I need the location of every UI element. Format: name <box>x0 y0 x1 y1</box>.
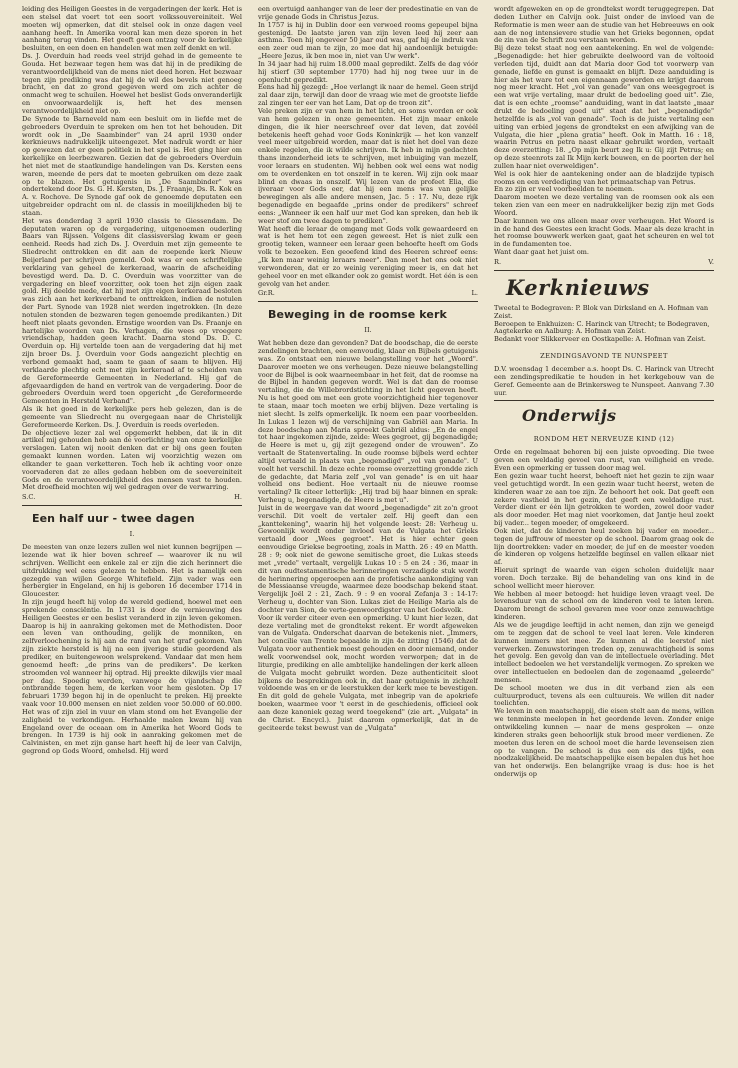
article-signature <box>258 290 478 298</box>
article-paragraph: In zijn jeugd heeft hij volop de wereld gediend, hoewel met een sprekende consciëntie. In 1731 is door de vernieuwing des Heiligen Geestes er een beslist veranderd in zijn leven gekomen. Daarop is hij in aanraking gekomen met de Methodisten. Door een leven van onthouding, gelijk de monniken, en zelfverloochening is hij aan de rand van het graf gekomen. Van zijn ziekte hersteld is hij na een ijverige studie geordend als prediker, en buitengewoon welsprekend. Vandaar dat men hem genoemd heeft: „de prins van de predikers". De kerken stroomden vol wanneer hij optrad. Hij preekte dikwijls vier maal per dag. Spoedig werden, vanwege de vijandschap die ontbrandde tegen hem, de kerken voor hem gesloten. Op 17 februari 1739 begon hij in de openlucht te preken. Hij preekte vaak voor 10.000 mensen en niet zelden voor 50.000 of 60.000. Het was of zijn ziel in vuur en vlam stond om het Evangelie der zaligheid te verkondigen. Herhaalde malen kwam hij van Engeland over de oceaan om in Amerika het Woord Gods te brengen. In 1739 is hij ook in aanraking gekomen met de Calvinisten, en met zijn ganse hart heeft hij de leer van Calvijn, gegrond op Gods Woord, omhelsd. Hij werd <box>22 598 242 756</box>
announcement-bedankt <box>494 336 714 344</box>
signature-initials: Gr.R. <box>258 289 275 298</box>
zendingsavond-text: D.V. woensdag 1 december a.s. hoopt Ds. C. Harinck van Utrecht een zendingspredikatie te houden in het kerkgebouw van de Geref. Gemeente aan de Brinkersweg te Nunspeet. Aanvang 7.30 uur. <box>494 365 714 397</box>
article-paragraph: En zo zijn er veel voorbeelden te noemen. <box>494 185 635 194</box>
signature-initials: R. <box>494 258 502 266</box>
article-paragraph: We hebben al meer betoogd: het huidige leven vraagt veel. De levensduur van de school om de kinderen veel te laten leren. Daarom brengt de school gevaren mee voor onze zenuwachtige kinderen. <box>494 589 714 622</box>
article-paragraph: Eens had hij gezegd: „Hoe verlangt ik naar de hemel. Geen strijd zal daar zijn, terwijl dan door de vraag wie met de grootste liefde zal zingen ter eer van het Lam, Dat op de troon zit". <box>258 83 478 108</box>
article-paragraph: In 34 jaar had hij ruim 18.000 maal gepredikt. Zelfs de dag vóór hij stierf (30 september 1770) had hij nog twee uur in de openlucht gepredikt. <box>258 59 478 84</box>
article-paragraph: Het was donderdag 3 april 1930 classis te Giessendam. De deputaten waren op de vergadering, uitgenoemen ouderling Baars van Rijssen. Volgens dit classisverslag kwam er geen eenheid. Reeds had zich Ds. J. Overduin met zijn gemeente te Sliedrecht onttrokken en dit aan de roepende kerk Nieuw Beijerland per schrijven gemeld. Ook was er een schriftelijke verklaring van geheel de kerkeraad, waarin de afscheiding bevestigd werd. Da. D. C. Overduin was voorzitter van de vergadering en bleef voorzitter, ook toen het zijn eigen zaak gold. Hij deelde mede, dat hij met zijn eigen kerkeraad besloten was zich aan het kerkverband te onttrekken, indien de notulen der Part. Synode van 1928 niet werden ingetrokken. (In deze notulen stonden de bezwaren tegen genoemde predikanten.) Dit heeft niet plaats gevonden. Ernstige woorden van Ds. Fraanje en hartelijke woorden van Ds. Verhagen, die wees op vroegere vriendschap, hadden geen kracht. Daarna stond Ds. D. C. Overduin op. Hij vertelde toen aan de vergadering dat hij met zijn broer Ds. J. Overduin voor Gods aangezicht plechtig en verbond gemaakt had, saam te gaan of saam te blijven. Hij verklaarde plechtig echt met zijn kerkeraad af te scheiden van de Gereformeerde Gemeenten in Nederland. Hij gaf de afgevaardigden de hand en vertrok van de vergadering. Door de gebroeders Overduin werd toen opgericht „de Gereformeerde Gemeenten in Hersteld Verband". <box>22 216 242 406</box>
article-paragraph: We leven in een maatschappij, die eisen stelt aan de mens, willen we tenminste meelopen in het geordende leven. Zonder enige ontwikkeling kunnen — naar de mens gesproken — onze kinderen straks geen behoorlijk stuk brood meer verdienen. Ze moeten dus leren en de school moet die harde levenseisen zien op te vangen. De school is dus een eis des tijds, een noodzakelijkheid. De maatschappelijke eisen bepalen dus het hoe van het onderwijs. Een belangrijke vraag is dus: hoe is het onderwijs op <box>494 707 714 779</box>
article-paragraph: leiding des Heiligen Geestes in de vergaderingen der kerk. Het is een stelsel dat voert tot een soort volkssouvereiniteit. Wel moeten wij opmerken, dat dit stelsel ook in onze dagen veel aanhang heeft. In Amerika vooral kan men deze sporen in het aanhang terug vinden. Het geeft geen ontzag voor de kerkelijke besluiten, en een doen en handelen wat men zelf denkt en wil. <box>22 6 242 53</box>
announcement-text: A. Hofman van Zeist. <box>635 335 706 344</box>
column-left <box>22 6 242 756</box>
onderwijs-heading: Onderwijs <box>522 406 617 426</box>
article-paragraph: Want daar gaat het juist om. <box>494 248 590 257</box>
article-paragraph: Wat heeft die leraar de omgang met Gods volk gewaardeerd en wat is het hem tot een zegen geweest. Het is niet zulk een grootig teken, wanneer een leraar geen behoefte heeft om Gods volk te bezoeken. Een geoefend kind des Heeren schreef eens: „Ik ken maar weinig leraars meer". Dan moet het ons ook niet verwonderen, dat er zo weinig vereniging meer is, en dat het geheel voor en met elkander ook zo gemist wordt. Het één is een gevolg van het ander. <box>258 224 478 288</box>
article-signature <box>494 259 714 267</box>
column-middle <box>258 6 478 732</box>
signature-letter: H. <box>234 493 242 502</box>
divider <box>494 270 714 271</box>
kerknieuws-heading: Kerknieuws <box>506 274 650 300</box>
headline-roomse-kerk: Beweging in de roomse kerk <box>268 308 447 322</box>
divider <box>494 400 714 401</box>
article-paragraph: Als ik het goed in de kerkelijke pers heb gelezen, dan is de gemeente van Sliedrecht nu overgegaan naar de Christelijk Gereformeerde Kerken. Ds. J. Overduin is reeds overleden. <box>22 405 242 429</box>
announcement-label: Bedankt voor Slikkerveer en Oostkapelle: <box>494 335 634 344</box>
article-part-number: I. <box>129 530 135 539</box>
article-paragraph: Wat hebben deze dan gevonden? Dat de boodschap, die de eerste zendelingen brachten, een eenvoudig, klaar en Bijbels getuigenis was. Zo ontstaat een nieuwe belangstelling voor het „Woord". Daarover moeten we ons verheugen. Deze nieuwe belangstelling voor de Bijbel is ook waarneembaar in het feit, dat de roomse na de Bijbel in handen gegeven wordt. Wel is dat dan de roomse vertaling, die de Willebrordstichting in het licht gegeven heeft. Nu is het goed om met een grote voorzichtigheid hier tegenover te staan, maar toch moeten we erbij blijven. Deze vertaling is niet slecht. Is zelfs opmerkelijk. Ik noem een paar voorbeelden. In Lukas 1 lezen wij de verschijning van Gabriël aan Maria. In deze boodschap aan Maria spreekt Gabriël aldus: „En de engel tot haar ingekomen zijnde, zeide: Wees gegroet, gij begenadigde; de Heere is met u, gij zijt gezegend onder de vrouwen". Zo vertaalt de Statenvertaling. In oude roomse bijbels werd echter altijd vertaald in plaats van „begenadigd" „vol van genade". U voelt het verschil. In deze echte roomse overzetting grondde zich de gedachte, dat Maria zelf „vol van genade" is en uit haar volheid ons bedient. Hoe vertaalt nu de nieuwe roomse vertaling? Ik citeer letterlijk: „Hij trad bij haar binnen en sprak: Verheug u, begenadigde, de Heere is met u". <box>258 339 478 505</box>
announcement-label: Beroepen te Enkhuizen: <box>494 319 575 328</box>
article-part-number: II. <box>364 326 372 335</box>
article-signature <box>22 494 242 502</box>
divider <box>22 505 242 506</box>
article-paragraph: Wel is ook hier de aantekening onder aan de bladzijde typisch rooms en een verdediging van het primaatschap van Petrus. <box>494 169 714 186</box>
article-paragraph: Hieruit springt de waarde van eigen scholen duidelijk naar voren. Doch terzake. Bij de behandeling van ons kind in de school wellicht meer hierover. <box>494 566 714 590</box>
signature-initials: S.C. <box>22 493 36 502</box>
article-paragraph: Orde en regelmaat behoren bij een juiste opvoeding. Die twee geven een weldadig gevoel van rust, van veiligheid en vrede. Even een opmerking er tussen door mag wel. <box>494 448 714 473</box>
zendingsavond-heading: ZENDINGSAVOND TE NUNSPEET <box>540 352 668 361</box>
article-paragraph: Daar kunnen we ons alleen maar over verheugen. Het Woord is in de hand des Geestes een kracht Gods. Maar als deze kracht in het roomse bouwwerk werken gaat, gaat het scheuren en wel tot in de fundamenten toe. <box>494 216 714 249</box>
announcement-label: Tweetal te Bodegraven: <box>494 303 574 312</box>
signature-letter: V. <box>708 258 714 266</box>
article-paragraph: In 1757 is hij in Dublin door een verwoed rooms gepeupel bijna gestenigd. De laatste jaren van zijn leven leed hij zeer aan asthma. Toen hij ongeveer 50 jaar oud was, gaf hij de indruk van een zeer oud man te zijn, zo moe dat hij aandoenlijk betuigde: „Heere Jezus, ik ben moe in, niet van Uw werk". <box>258 20 478 61</box>
article-paragraph: Vele preken zijn er van hem in het licht, en soms worden er ook van hem gelezen in onze gemeenten. Het zijn maar enkele dingen, die ik hier neerschreef over dat leven, dat zovéél betekenis heeft gehad voor Gods Koninkrijk — het kon vanzelf veel meer uitgebreid worden, maar dat is niet het doel van deze enkele regelen, die ik wilde schrijven. Ik heb in mijn gedachten thans inzonderheid iets te schrijven, met inbuiging van mezelf, voor leraars en studenten. Wij hebben ook wel eens wat nodig om te overdenken en tot onszelf in te keren. Wij zijn ook maar blind en dwaas in onszelf. Wij lezen van de profeet Elia, die ijveraar voor Gods eer, dat hij een mens was van gelijke bewegingen als alle andere mensen, Jac. 5 : 17. Nu, deze rijk begenadigde en begaafde „prins onder de predikers" schreef eens: „Wanneer ik een half uur met God kan spreken, dan heb ik weer stof om twee dagen te prediken". <box>258 106 478 225</box>
article-paragraph: Juist in de weergave van dat woord „begenadigde" zit zo'n groot verschil. Dit voelt de vertaler zelf. Hij geeft dan een „kanttekening", waarin hij het volgende leest: 28: Verheug u. Gewoonlijk wordt onder invloed van de Vulgata het Grieks vertaald door „Wees gegroet". Het is hier echter geen eenvoudige Griekse begroeting, zoals in Matth. 26 : 49 en Matth. 28 : 9; ook niet de gewone semitische groet, die Lukas steeds met „vrede" vertaalt, vergelijk Lukas 10 : 5 en 24 : 36, maar in dit van oudtestamentische herinneringen verzadigde stuk wordt de herinnering opgeroepen aan de profetische aankondiging van de Messiaanse vreugde, waarmee deze boodschap bekend staat. Vergelijk Joël 2 : 21, Zach. 9 : 9 en vooral Zefanja 3 : 14-17: Verheug u, dochter van Sion. Lukas ziet de Heilige Maria als de dochter van Sion, de verte-genwoordigster van het Godsvolk. <box>258 503 478 614</box>
article-paragraph: De meesten van onze lezers zullen wel niet kunnen begrijpen — lezende wat ik hier boven schreef — waarover ik nu wil schrijven. Wellicht een enkele zal er zijn die zich herinnert die uitdrukking wel eens gelezen te hebben. Het is namelijk een gezegde van wijlen George Whitefield. Zijn vader was een herbergier in Engeland, en hij is geboren 16 december 1714 in Gloucester. <box>22 543 242 599</box>
announcement-tweetal <box>494 305 714 321</box>
announcement-beroepen <box>494 321 714 337</box>
article-paragraph: Een gezin waar tucht heerst, behoeft niet het gezin te zijn waar veel getuchtigd wordt. In een gezin waar tucht heerst, weten de kinderen waar ze aan toe zijn. Ze behoort het ook. Dat geeft een zekere vastheid in het gezin, dat geeft een weldadige rust. Verder dient er één lijn getrokken te worden, zowel door vader als door moeder. Het mag niet voorkomen, dat Jantje heul zoekt bij vader... tegen moeder, of omgekeerd. <box>494 471 714 528</box>
headline-half-uur: Een half uur - twee dagen <box>32 512 195 526</box>
announcement-text: C. Harinck van Utrecht; te Bodegraven, Aagtekerke en Aalburg: A. Hofman van Zeist. <box>494 319 710 336</box>
article-paragraph: een overtuigd aanhanger van de leer der predestinatie en van de vrije genade Gods in Christus Jezus. <box>258 6 478 21</box>
article-paragraph: Ook niet, dat de kinderen heul zoeken bij vader en moeder... tegen de juffrouw of meester op de school. Daarom graag ook de lijn doortrekken: vader en moeder, de juf en de meester voeden de kinderen op volgens hetzelfde beginsel en vallen elkaar niet af. <box>494 526 714 567</box>
article-paragraph: De Synode te Barneveld nam een besluit om in liefde met de gebroeders Overduin te spreken om hen tot het behouden. Dit wordt ook in „De Saambinder" van 24 april 1930 onder kerknieuws nadrukkelijk uiteengezet. Met nadruk wordt er hier op gewezen dat er geen politiek in het spel is. Het ging hier om kerkelijke en leerbezwaren. Gezien dat de gebroeders Overduin het niet met de staatkundige handelingen van Ds. Kersten eens waren, meende de pers dat te moeten gebruiken om deze zaak op te blazen. Het getuigenis in „De Saambinder" was ondertekend door Ds. G. H. Kersten, Ds. J. Fraanje, Ds. R. Kok en A. v. Rochove. De Synode gaf ook de genoemde deputaten een uitgebreider opdracht om nl. de classis in moeilijkheden bij te staan. <box>22 114 242 217</box>
signature-letter: L. <box>471 289 478 298</box>
onderwijs-subheading: RONDOM HET NERVEUZE KIND (12) <box>533 435 675 444</box>
article-paragraph: Ds. J. Overduin had reeds veel strijd gehad in de gemeente te Gouda. Het bezwaar tegen hem was dat hij in de prediking de verantwoordelijkheid van de mens niet deed horen. Het bezwaar tegen zijn prediking was dat hij de wil des bevels niet genoeg bracht, en dat zo grond gegeven werd om zich achter de onmacht weg te schuilen. Hoewel het beslist Gods onveranderlijk en onvoorwaardelijk is, heft het des mensen verantwoordelijkheid niet op. <box>22 52 242 115</box>
article-paragraph: De school moeten we dus in dit verband zien als een cultuurproduct, tevens als een cultuureis. We willen dit nader toelichten. <box>494 683 714 708</box>
article-paragraph: De objectieve lezer zal wel opgemerkt hebben, dat ik in dit artikel mij gehouden heb aan de voorlichting van onze kerkelijke verslagen. Laten wij nooit denken dat er bij ons geen fouten gemaakt kunnen worden. Laten wij voorzichtig wezen om elkander te gaan verketteren. Toch heb ik achting voor onze voorvaderen dat ze alles gedaan hebben om de soevereiniteit Gods en de verantwoordelijkheid des mensen vast te houden. Met droefheid mochten wij wel gedragen over de verwarring. <box>22 428 242 492</box>
article-paragraph: wordt afgeweken en op de grondtekst wordt teruggegrepen. Dat deden Luther en Calvijn ook. Juist onder de invloed van de Reformatie is men weer aan de studie van het Hebreeuws en ook aan de nog intensievere studie van het Grieks begonnen, opdat de zin van de Schrift zou verstaan worden. <box>494 6 714 45</box>
article-paragraph: Voor ik verder citeer even een opmerking. U kunt hier lezen, dat deze vertaling met de grondtekst rekent. Er wordt afgeweken van de Vulgata. Onderschat daarvan de betekenis niet. „Immers, het concilie van Trente bepaalde in zijn 4e zitting (1546) dat de Vulgata voor authentiek moest gehouden en door niemand, onder welk voorwendsel ook, mocht worden verworpen; dat in de liturgie, prediking en alle ambtelijke handelingen der kerk alleen de Vulgata mocht gebruikt worden. Deze authenticiteit sloot bijkens de besprekingen ook in, dat haar getuigenis in zichzelf voldoende was en er de leerstukken der kerk mee te bevestigen. En dit gold de gehele Vulgata, met inbegrip van de apokriefe boeken, waarmee voor 't eerst in de geschiedenis, officieel ook aan deze kanoniek gezag werd toegekend" (zie art. „Vulgata" in de Christ. Encycl.). Juist daarom opmerkelijk, dat in de geciteerde tekst bewust van de „Vulgata" <box>258 613 478 732</box>
article-paragraph: Daarom moeten we deze vertaling van de roomsen ook als een teken zien van een meer en nadrukkelijker bezig zijn met Gods Woord. <box>494 193 714 217</box>
divider <box>258 301 478 302</box>
article-paragraph: Als we de jeugdige leeftijd in acht nemen, dan zijn we geneigd om te zeggen dat de school te veel laat leren. Vele kinderen kunnen immers niet mee. Ze kunnen al die leerstof niet verwerken. Zenuwstoringen treden op, zenuwachtigheid is soms het gevolg. Een gevolg dan van de intellectuele overlading. Met intellect bedoelen we het verstandelijk vermogen. Zo spreken we over intellectuelen en bedoelen dan de zogenaamd „geleerde" mensen. <box>494 621 714 684</box>
announcement-text: P. Blok van Dirksland en A. Hofman van Zeist. <box>494 303 709 320</box>
article-paragraph: Bij deze tekst staat nog een aantekening. En wel de volgende: „Begenadigde: het hier gebruikte deelwoord van de voltooid verleden tijd, duidt aan dat Maria door God tot voorwerp van genade, liefde en gunst is gemaakt en blijft. Deze aanduiding is hier als het ware tot een eigennaam geworden en krijgt daarom nog meer kracht. Het „vol van genade" van ons weesgegroet is een wat vrije vertaling, maar drukt de bedoeling goed uit". Zie, dat is een echte „roomse" aanduiding, want in dat laatste „maar drukt de bedoeling goed uit" staat dat het „begenadigde" hetzelfde is als „vol van genade". Toch is de juiste vertaling een uiting van erbied jegens de grondtekst en een afwijking van de Vulgata, die hier „plena gratia" heeft. Ook in Matth. 16 : 18, waarin Petrus en petra naast elkaar gebruikt worden, vertaalt deze overzetting: 18. „Op mijn beurt zeg Ik u: Gij zijt Petrus; en op deze steenrots zal Ik Mijn kerk bouwen, en de poorten der hel zullen haar niet overweldigen". <box>494 44 714 170</box>
column-right <box>494 6 714 779</box>
